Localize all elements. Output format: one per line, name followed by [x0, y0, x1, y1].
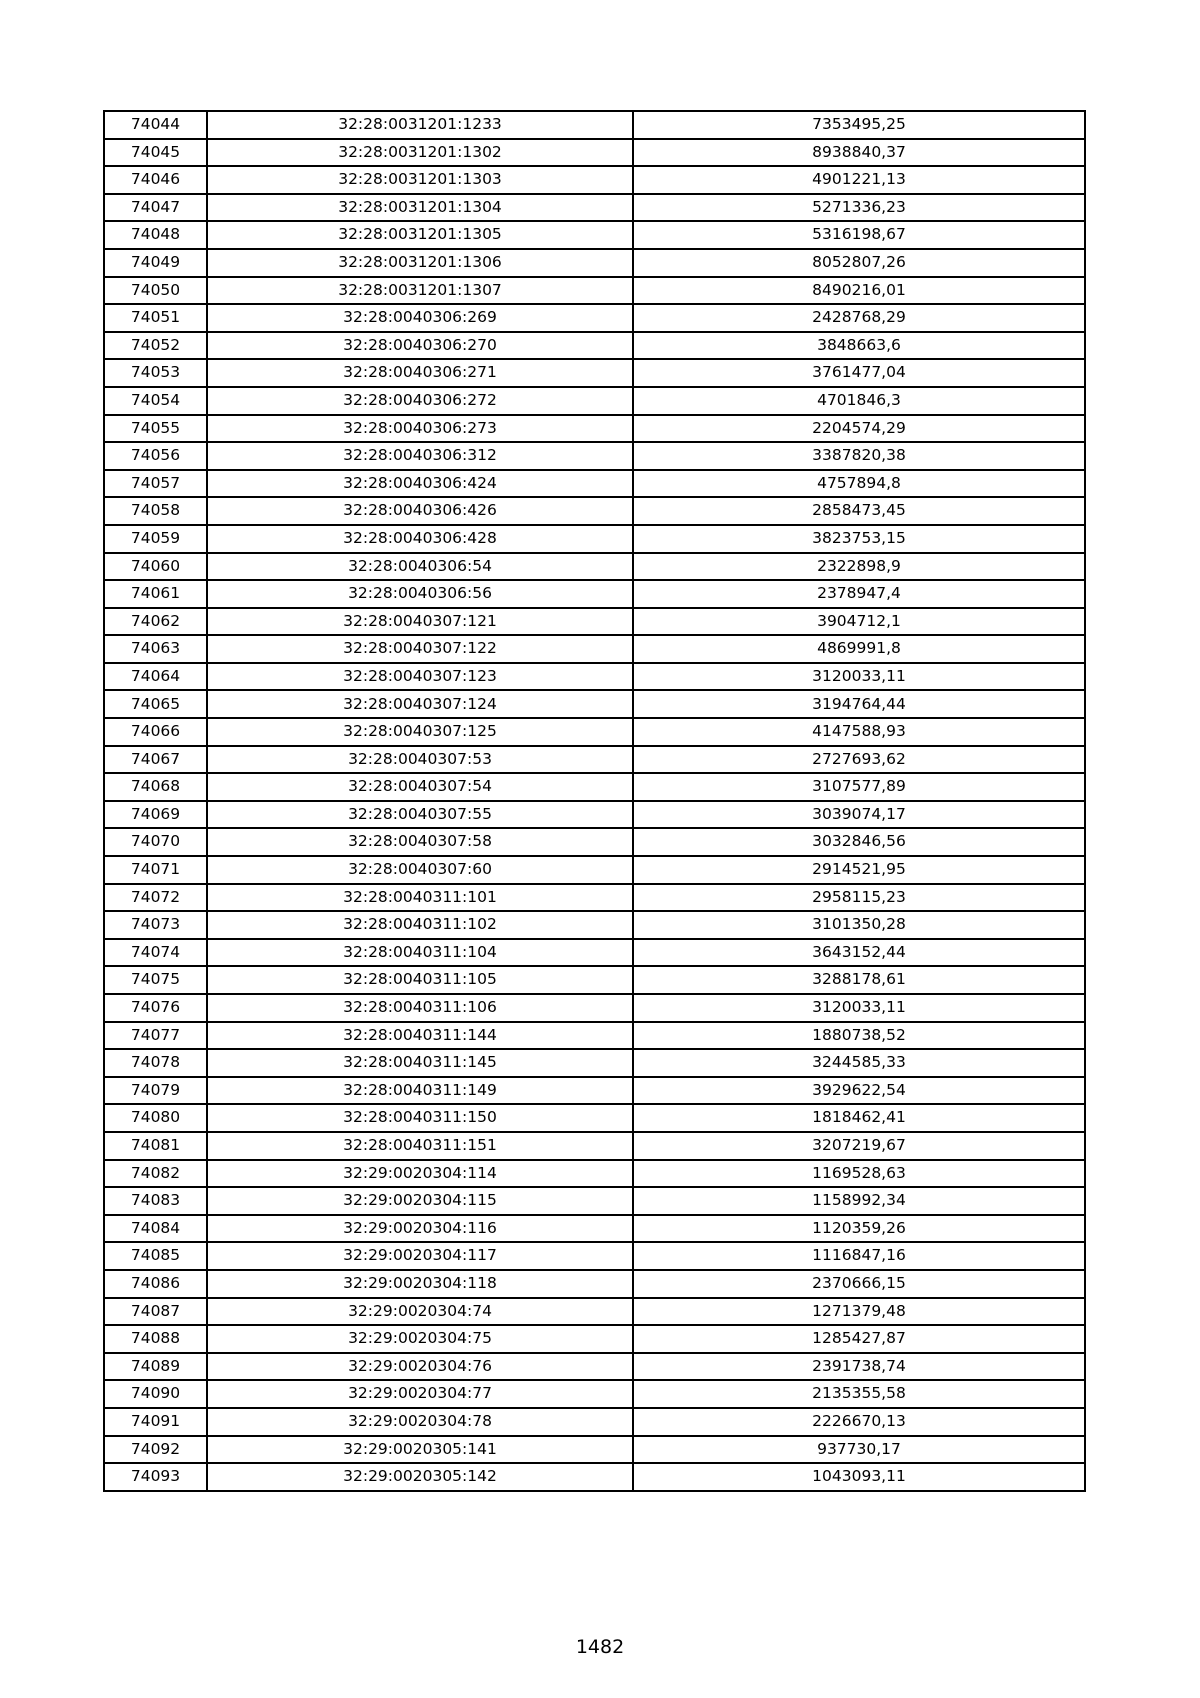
cadastral-number-cell: 32:29:0020304:74 [207, 1298, 633, 1326]
cadastral-number-cell: 32:29:0020304:75 [207, 1325, 633, 1353]
cadastral-value-cell: 1285427,87 [633, 1325, 1085, 1353]
cadastral-number-cell: 32:28:0040306:272 [207, 387, 633, 415]
cadastral-number-cell: 32:28:0040311:145 [207, 1049, 633, 1077]
cadastral-number-cell: 32:28:0031201:1304 [207, 194, 633, 222]
table-row [104, 415, 1085, 443]
cadastral-number-cell: 32:29:0020305:142 [207, 1463, 633, 1491]
table-row [104, 359, 1085, 387]
row-index-cell: 74054 [104, 387, 207, 415]
table-row [104, 387, 1085, 415]
row-index-cell: 74087 [104, 1298, 207, 1326]
cadastral-value-cell: 3244585,33 [633, 1049, 1085, 1077]
cadastral-number-cell: 32:28:0040306:270 [207, 332, 633, 360]
cadastral-number-cell: 32:28:0040306:428 [207, 525, 633, 553]
table-row [104, 249, 1085, 277]
row-index-cell: 74056 [104, 442, 207, 470]
cadastral-value-cell: 1158992,34 [633, 1187, 1085, 1215]
row-index-cell: 74051 [104, 304, 207, 332]
row-index-cell: 74064 [104, 663, 207, 691]
cadastral-number-cell: 32:29:0020304:116 [207, 1215, 633, 1243]
cadastral-value-cell: 3904712,1 [633, 608, 1085, 636]
cadastral-value-cell: 1818462,41 [633, 1104, 1085, 1132]
row-index-cell: 74044 [104, 111, 207, 139]
cadastral-value-cell: 5271336,23 [633, 194, 1085, 222]
table-row [104, 1436, 1085, 1464]
cadastral-value-cell: 4757894,8 [633, 470, 1085, 498]
cadastral-number-cell: 32:28:0040307:53 [207, 746, 633, 774]
row-index-cell: 74053 [104, 359, 207, 387]
table-row [104, 277, 1085, 305]
cadastral-number-cell: 32:28:0040307:123 [207, 663, 633, 691]
cadastral-number-cell: 32:28:0031201:1303 [207, 166, 633, 194]
row-index-cell: 74050 [104, 277, 207, 305]
row-index-cell: 74080 [104, 1104, 207, 1132]
cadastral-value-cell: 3120033,11 [633, 994, 1085, 1022]
table-row [104, 635, 1085, 663]
table-row [104, 1270, 1085, 1298]
cadastral-value-cell: 2378947,4 [633, 580, 1085, 608]
table-row [104, 1380, 1085, 1408]
row-index-cell: 74063 [104, 635, 207, 663]
cadastral-value-cell: 2914521,95 [633, 856, 1085, 884]
table-row [104, 1215, 1085, 1243]
table-row [104, 966, 1085, 994]
table-row [104, 608, 1085, 636]
cadastral-number-cell: 32:28:0040307:122 [207, 635, 633, 663]
cadastral-number-cell: 32:28:0040306:269 [207, 304, 633, 332]
row-index-cell: 74066 [104, 718, 207, 746]
row-index-cell: 74069 [104, 801, 207, 829]
row-index-cell: 74081 [104, 1132, 207, 1160]
cadastral-number-cell: 32:28:0040311:104 [207, 939, 633, 967]
cadastral-number-cell: 32:28:0040311:106 [207, 994, 633, 1022]
row-index-cell: 74091 [104, 1408, 207, 1436]
row-index-cell: 74067 [104, 746, 207, 774]
cadastral-value-cell: 3194764,44 [633, 690, 1085, 718]
table-row [104, 111, 1085, 139]
table-row [104, 1022, 1085, 1050]
cadastral-number-cell: 32:28:0031201:1233 [207, 111, 633, 139]
table-row [104, 994, 1085, 1022]
cadastral-number-cell: 32:28:0040311:151 [207, 1132, 633, 1160]
row-index-cell: 74085 [104, 1242, 207, 1270]
row-index-cell: 74083 [104, 1187, 207, 1215]
row-index-cell: 74070 [104, 828, 207, 856]
cadastral-number-cell: 32:28:0040311:102 [207, 911, 633, 939]
cadastral-value-cell: 1043093,11 [633, 1463, 1085, 1491]
row-index-cell: 74045 [104, 139, 207, 167]
cadastral-number-cell: 32:28:0040306:271 [207, 359, 633, 387]
row-index-cell: 74077 [104, 1022, 207, 1050]
row-index-cell: 74049 [104, 249, 207, 277]
cadastral-number-cell: 32:28:0040307:124 [207, 690, 633, 718]
cadastral-value-cell: 2428768,29 [633, 304, 1085, 332]
table-row [104, 553, 1085, 581]
cadastral-value-cell: 4901221,13 [633, 166, 1085, 194]
page-number: 1482 [575, 1636, 625, 1658]
cadastral-number-cell: 32:28:0040306:273 [207, 415, 633, 443]
cadastral-number-cell: 32:29:0020304:115 [207, 1187, 633, 1215]
cadastral-number-cell: 32:29:0020305:141 [207, 1436, 633, 1464]
cadastral-value-cell: 1271379,48 [633, 1298, 1085, 1326]
row-index-cell: 74065 [104, 690, 207, 718]
cadastral-number-cell: 32:29:0020304:76 [207, 1353, 633, 1381]
cadastral-value-cell: 2391738,74 [633, 1353, 1085, 1381]
cadastral-number-cell: 32:29:0020304:118 [207, 1270, 633, 1298]
table-row [104, 801, 1085, 829]
cadastral-value-cell: 4147588,93 [633, 718, 1085, 746]
table-row [104, 580, 1085, 608]
table-row [104, 470, 1085, 498]
table-row [104, 884, 1085, 912]
cadastral-number-cell: 32:28:0040307:125 [207, 718, 633, 746]
cadastral-value-cell: 3823753,15 [633, 525, 1085, 553]
table-row [104, 1187, 1085, 1215]
cadastral-value-cell: 937730,17 [633, 1436, 1085, 1464]
cadastral-value-cell: 1169528,63 [633, 1160, 1085, 1188]
cadastral-number-cell: 32:28:0031201:1302 [207, 139, 633, 167]
table-row [104, 525, 1085, 553]
row-index-cell: 74046 [104, 166, 207, 194]
table-row [104, 1049, 1085, 1077]
cadastral-value-cell: 1880738,52 [633, 1022, 1085, 1050]
table-row [104, 497, 1085, 525]
row-index-cell: 74071 [104, 856, 207, 884]
row-index-cell: 74086 [104, 1270, 207, 1298]
cadastral-number-cell: 32:28:0040311:105 [207, 966, 633, 994]
cadastral-number-cell: 32:28:0031201:1306 [207, 249, 633, 277]
table-row [104, 1160, 1085, 1188]
table-row [104, 663, 1085, 691]
table-row [104, 1298, 1085, 1326]
cadastral-value-table [103, 110, 1086, 1492]
table-row [104, 939, 1085, 967]
table-row [104, 194, 1085, 222]
row-index-cell: 74058 [104, 497, 207, 525]
cadastral-number-cell: 32:29:0020304:78 [207, 1408, 633, 1436]
cadastral-value-cell: 3120033,11 [633, 663, 1085, 691]
table-row [104, 1242, 1085, 1270]
cadastral-number-cell: 32:28:0040311:149 [207, 1077, 633, 1105]
cadastral-value-cell: 2727693,62 [633, 746, 1085, 774]
table-row [104, 1353, 1085, 1381]
cadastral-number-cell: 32:29:0020304:77 [207, 1380, 633, 1408]
table-row [104, 718, 1085, 746]
row-index-cell: 74090 [104, 1380, 207, 1408]
cadastral-value-cell: 5316198,67 [633, 221, 1085, 249]
cadastral-value-cell: 3032846,56 [633, 828, 1085, 856]
table-row [104, 773, 1085, 801]
row-index-cell: 74074 [104, 939, 207, 967]
cadastral-number-cell: 32:28:0040306:426 [207, 497, 633, 525]
row-index-cell: 74073 [104, 911, 207, 939]
row-index-cell: 74079 [104, 1077, 207, 1105]
cadastral-number-cell: 32:28:0040307:58 [207, 828, 633, 856]
row-index-cell: 74092 [104, 1436, 207, 1464]
table-row [104, 856, 1085, 884]
table-row [104, 1104, 1085, 1132]
table-row [104, 911, 1085, 939]
cadastral-value-cell: 3929622,54 [633, 1077, 1085, 1105]
table-row [104, 332, 1085, 360]
cadastral-value-cell: 1120359,26 [633, 1215, 1085, 1243]
row-index-cell: 74093 [104, 1463, 207, 1491]
cadastral-value-cell: 3101350,28 [633, 911, 1085, 939]
cadastral-value-cell: 3643152,44 [633, 939, 1085, 967]
table-row [104, 690, 1085, 718]
cadastral-number-cell: 32:29:0020304:117 [207, 1242, 633, 1270]
table-row [104, 1325, 1085, 1353]
cadastral-value-cell: 8052807,26 [633, 249, 1085, 277]
row-index-cell: 74072 [104, 884, 207, 912]
table-row [104, 1463, 1085, 1491]
table-row [104, 221, 1085, 249]
cadastral-value-cell: 3761477,04 [633, 359, 1085, 387]
row-index-cell: 74060 [104, 553, 207, 581]
table-row [104, 1132, 1085, 1160]
row-index-cell: 74059 [104, 525, 207, 553]
cadastral-number-cell: 32:28:0040311:101 [207, 884, 633, 912]
cadastral-number-cell: 32:28:0031201:1307 [207, 277, 633, 305]
row-index-cell: 74057 [104, 470, 207, 498]
cadastral-number-cell: 32:29:0020304:114 [207, 1160, 633, 1188]
cadastral-value-cell: 3207219,67 [633, 1132, 1085, 1160]
cadastral-number-cell: 32:28:0040306:54 [207, 553, 633, 581]
row-index-cell: 74068 [104, 773, 207, 801]
row-index-cell: 74075 [104, 966, 207, 994]
row-index-cell: 74076 [104, 994, 207, 1022]
row-index-cell: 74082 [104, 1160, 207, 1188]
row-index-cell: 74055 [104, 415, 207, 443]
cadastral-value-cell: 2135355,58 [633, 1380, 1085, 1408]
cadastral-value-cell: 2204574,29 [633, 415, 1085, 443]
cadastral-number-cell: 32:28:0040307:55 [207, 801, 633, 829]
row-index-cell: 74084 [104, 1215, 207, 1243]
cadastral-value-cell: 3039074,17 [633, 801, 1085, 829]
cadastral-value-cell: 4869991,8 [633, 635, 1085, 663]
row-index-cell: 74088 [104, 1325, 207, 1353]
cadastral-number-cell: 32:28:0040307:60 [207, 856, 633, 884]
row-index-cell: 74048 [104, 221, 207, 249]
cadastral-value-cell: 2858473,45 [633, 497, 1085, 525]
table-row [104, 139, 1085, 167]
cadastral-number-cell: 32:28:0031201:1305 [207, 221, 633, 249]
row-index-cell: 74061 [104, 580, 207, 608]
cadastral-value-cell: 3107577,89 [633, 773, 1085, 801]
cadastral-value-cell: 4701846,3 [633, 387, 1085, 415]
cadastral-number-cell: 32:28:0040306:424 [207, 470, 633, 498]
table-row [104, 166, 1085, 194]
cadastral-number-cell: 32:28:0040307:54 [207, 773, 633, 801]
table-row [104, 304, 1085, 332]
cadastral-value-cell: 1116847,16 [633, 1242, 1085, 1270]
cadastral-value-cell: 3387820,38 [633, 442, 1085, 470]
row-index-cell: 74047 [104, 194, 207, 222]
cadastral-value-cell: 2226670,13 [633, 1408, 1085, 1436]
cadastral-value-cell: 2322898,9 [633, 553, 1085, 581]
row-index-cell: 74062 [104, 608, 207, 636]
table-row [104, 828, 1085, 856]
cadastral-number-cell: 32:28:0040311:150 [207, 1104, 633, 1132]
cadastral-value-cell: 2958115,23 [633, 884, 1085, 912]
cadastral-value-cell: 8938840,37 [633, 139, 1085, 167]
cadastral-value-cell: 8490216,01 [633, 277, 1085, 305]
cadastral-number-cell: 32:28:0040311:144 [207, 1022, 633, 1050]
row-index-cell: 74078 [104, 1049, 207, 1077]
table-row [104, 1077, 1085, 1105]
row-index-cell: 74089 [104, 1353, 207, 1381]
row-index-cell: 74052 [104, 332, 207, 360]
table-row [104, 746, 1085, 774]
cadastral-number-cell: 32:28:0040307:121 [207, 608, 633, 636]
table-row [104, 1408, 1085, 1436]
table-row [104, 442, 1085, 470]
cadastral-number-cell: 32:28:0040306:56 [207, 580, 633, 608]
cadastral-number-cell: 32:28:0040306:312 [207, 442, 633, 470]
cadastral-value-cell: 3848663,6 [633, 332, 1085, 360]
cadastral-value-cell: 7353495,25 [633, 111, 1085, 139]
cadastral-value-cell: 2370666,15 [633, 1270, 1085, 1298]
cadastral-value-cell: 3288178,61 [633, 966, 1085, 994]
table-body [104, 111, 1085, 1491]
